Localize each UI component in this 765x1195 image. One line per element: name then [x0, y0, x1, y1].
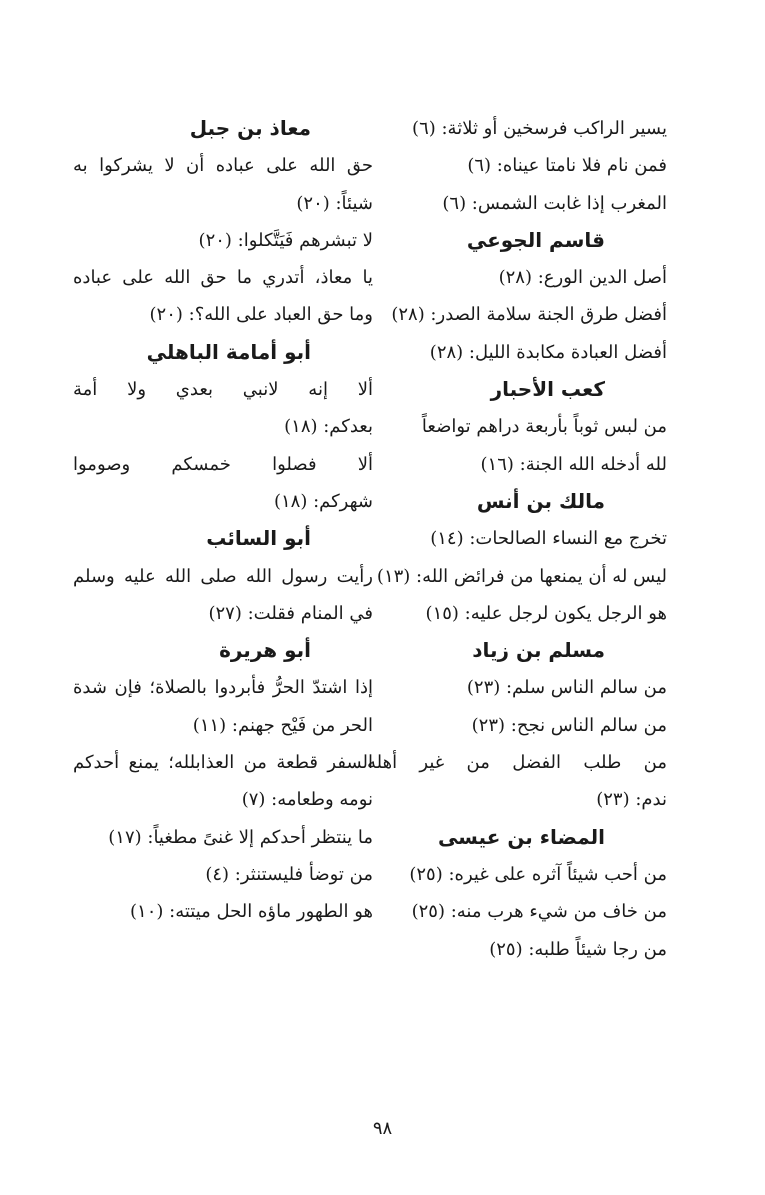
index-entry: السفر قطعة من العذابلله؛ يمنع أحدكم: [73, 752, 373, 774]
index-entry: الحر من فَيْح جهنم: (١١): [192, 714, 373, 736]
right-column: [367, 110, 667, 968]
index-entry: من أحب شيئاً آثره على غيره: (٢٥): [409, 863, 667, 885]
index-entry: فمن نام فلا نامتا عيناه: (٦): [467, 155, 667, 177]
index-entry: بعدكم: (١٨): [284, 416, 373, 438]
index-entry: من سالم الناس سلم: (٢٣): [466, 677, 667, 699]
index-entry: ندم: (٢٣): [596, 789, 667, 811]
section-heading: مسلم بن زياد: [472, 638, 605, 663]
index-entry: أفضل العبادة مكابدة الليل: (٢٨): [429, 341, 667, 363]
index-entry: المغرب إذا غابت الشمس: (٦): [442, 192, 667, 214]
index-entry: من طلب الفضل من غير أهله: [367, 752, 667, 774]
index-entry: وما حق العباد على الله؟: (٢٠): [149, 304, 373, 326]
index-entry: من رجا شيئاً طلبه: (٢٥): [489, 938, 667, 960]
index-entry: من توضأ فليستنثر: (٤): [205, 863, 373, 885]
index-entry: ألا إنه لانبي بعدي ولا أمة: [73, 379, 373, 401]
index-entry: أفضل طرق الجنة سلامة الصدر: (٢٨): [391, 304, 667, 326]
index-entry: حق الله على عباده أن لا يشركوا به: [73, 155, 373, 177]
index-entry: أصل الدين الورع: (٢٨): [498, 267, 667, 289]
index-entry: شيئاً: (٢٠): [296, 192, 373, 214]
section-heading: أبو أمامة الباهلي: [146, 339, 311, 364]
index-entry: هو الطهور ماؤه الحل ميتته: (١٠): [130, 901, 373, 923]
index-entry: من لبس ثوباً بأربعة دراهم تواضعاً: [421, 416, 667, 438]
index-entry: من خاف من شيء هرب منه: (٢٥): [411, 901, 667, 923]
index-entry: يسير الراكب فرسخين أو ثلاثة: (٦): [412, 118, 667, 139]
index-entry: شهركم: (١٨): [273, 490, 373, 512]
index-entry: لله أدخله الله الجنة: (١٦): [480, 453, 667, 475]
index-entry: يا معاذ، أتدري ما حق الله على عباده: [73, 267, 373, 289]
section-heading: أبو السائب: [206, 526, 311, 551]
page-number: ٩٨: [372, 1118, 393, 1139]
index-entry: من سالم الناس نجح: (٢٣): [471, 714, 667, 736]
index-entry: هو الرجل يكون لرجل عليه: (١٥): [425, 602, 667, 624]
index-entry: في المنام فقلت: (٢٧): [208, 602, 373, 624]
section-heading: قاسم الجوعي: [466, 227, 605, 252]
index-entry: إذا اشتدّ الحرُّ فأبردوا بالصلاة؛ فإن شدة: [73, 677, 373, 699]
section-heading: أبو هريرة: [219, 638, 311, 663]
index-entry: ليس له أن يمنعها من فرائض الله: (١٣): [376, 565, 667, 587]
index-entry: نومه وطعامه: (٧): [241, 789, 373, 811]
index-entry: تخرج مع النساء الصالحات: (١٤): [430, 528, 667, 550]
left-column: [73, 110, 373, 931]
section-heading: معاذ بن جبل: [189, 116, 311, 140]
index-entry: ما ينتظر أحدكم إلا غنىً مطغياً: (١٧): [108, 826, 373, 848]
section-heading: مالك بن أنس: [476, 488, 605, 513]
index-entry: ألا فصلوا خمسكم وصوموا: [73, 453, 373, 475]
index-entry: لا تبشرهم فَيَتَّكلوا: (٢٠): [198, 229, 373, 251]
section-heading: كعب الأحبار: [490, 377, 605, 402]
section-heading: المضاء بن عيسى: [437, 824, 605, 849]
index-entry: رأيت رسول الله صلى الله عليه وسلم: [73, 565, 373, 587]
